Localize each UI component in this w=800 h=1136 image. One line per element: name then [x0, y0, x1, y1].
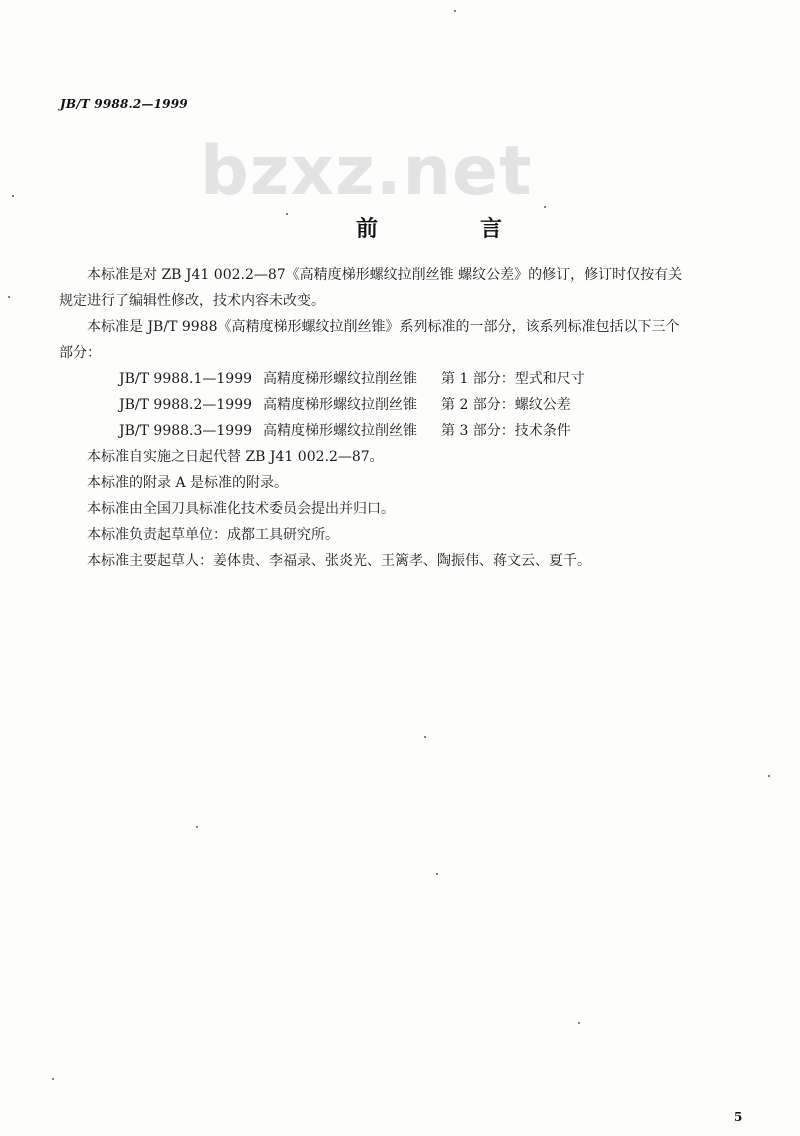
page-number: 5 — [734, 1110, 743, 1124]
scan-speck — [286, 213, 288, 215]
scan-speck — [544, 206, 546, 208]
list-item-part-3 — [59, 418, 749, 444]
preface-body — [59, 262, 749, 574]
part-2-name: 高精度梯形螺纹拉削丝锥 — [263, 397, 417, 413]
paragraph-revision-line1: 本标准是对 ZB J41 002.2—87《高精度梯形螺纹拉削丝锥 螺纹公差》的修订，修订时仅按有关 — [87, 267, 683, 283]
paragraph-revision-line2: 规定进行了编辑性修改，技术内容未改变。 — [59, 293, 325, 309]
list-item-part-1 — [59, 366, 749, 392]
statement-replaces: 本标准自实施之日起代替 ZB J41 002.2—87。 — [87, 449, 384, 465]
scan-speck — [436, 873, 438, 875]
part-2-code: JB/T 9988.2—1999 — [119, 397, 253, 413]
scan-speck — [8, 296, 10, 298]
part-3-code: JB/T 9988.3—1999 — [119, 423, 253, 439]
scan-speck — [454, 10, 456, 12]
part-3-name: 高精度梯形螺纹拉削丝锥 — [263, 423, 417, 439]
statement-proposed-by: 本标准由全国刀具标准化技术委员会提出并归口。 — [87, 501, 395, 517]
scan-speck — [424, 736, 426, 738]
statement-drafting-unit: 本标准负责起草单位：成都工具研究所。 — [87, 527, 339, 543]
paragraph-series-line2: 部分： — [59, 345, 101, 361]
list-item-part-2 — [59, 392, 749, 418]
scan-speck — [768, 775, 770, 777]
part-1-code: JB/T 9988.1—1999 — [119, 371, 253, 387]
part-1-name: 高精度梯形螺纹拉削丝锥 — [263, 371, 417, 387]
paragraph-series-line1: 本标准是 JB/T 9988《高精度梯形螺纹拉削丝锥》系列标准的一部分，该系列标准包括以下三个 — [87, 319, 680, 335]
scan-speck — [196, 826, 198, 828]
scan-speck — [52, 1078, 54, 1080]
statement-appendix: 本标准的附录 A 是标准的附录。 — [87, 475, 289, 491]
standard-code-header: JB/T 9988.2—1999 — [60, 97, 188, 111]
part-3-label: 第 3 部分：技术条件 — [441, 423, 571, 439]
part-1-label: 第 1 部分：型式和尺寸 — [441, 371, 585, 387]
part-2-label: 第 2 部分：螺纹公差 — [441, 397, 571, 413]
watermark: bzxz.net — [200, 132, 533, 211]
scan-speck — [12, 195, 14, 197]
scan-speck — [578, 1022, 580, 1024]
preface-title: 前 言 — [356, 216, 543, 242]
statement-drafters: 本标准主要起草人：姜体贵、李福录、张炎光、王篱孝、陶振伟、蒋文云、夏千。 — [87, 553, 591, 569]
